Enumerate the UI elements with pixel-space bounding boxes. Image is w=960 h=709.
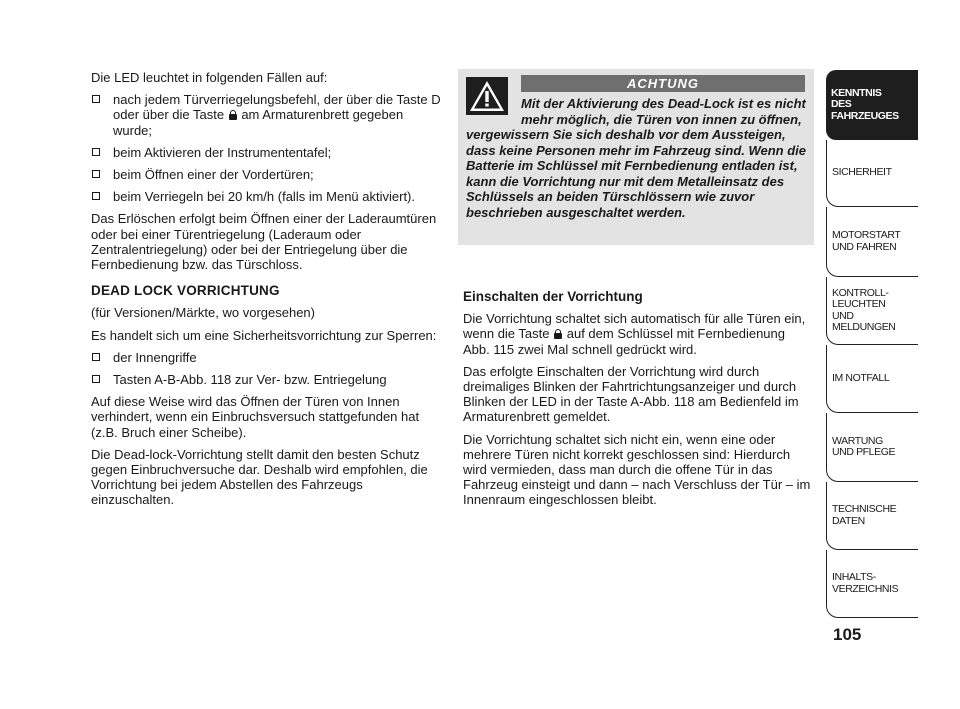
list-item: Tasten A-B-Abb. 118 zur Ver- bzw. Entriegelung [91,372,445,387]
checkbox-bullet-icon [92,353,100,361]
list-item: beim Aktivieren der Instrumententafel; [91,145,445,160]
deadlock-effect-paragraph: Auf diese Weise wird das Öffnen der Türen von Innen verhindert, wenn ein Einbruchsversuch stattgefunden hat (z.B. Bruch einer Scheibe). [91,394,420,440]
led-intro: Die LED leuchtet in folgenden Fällen auf: [91,70,328,85]
tab-kontrollleuchten-und-meldungen[interactable]: KONTROLL- LEUCHTEN UND MELDUNGEN [826,277,918,345]
lock-icon [554,329,562,339]
subsection-heading: Einschalten der Vorrichtung [463,289,643,304]
led-conditions-list [91,92,445,204]
section-note: (für Versionen/Märkte, wo vorgesehen) [91,305,315,321]
right-column [463,289,813,515]
tab-im-notfall[interactable]: IM NOTFALL [826,345,918,413]
deadlock-recommendation-paragraph: Die Dead-lock-Vorrichtung stellt damit den besten Schutz gegen Einbruchversuche dar. Deshalb wird empfohlen, die Vorrichtung bei jedem Abstellen des Fahrzeugs einzuschalten. [91,446,428,508]
tab-motorstart-und-fahren[interactable]: MOTORSTART UND FAHREN [826,207,918,277]
tab-sicherheit[interactable]: SICHERHEIT [826,140,918,207]
tab-inhaltsverzeichnis[interactable]: INHALTS- VERZEICHNIS [826,550,918,618]
tab-kenntnis-des-fahrzeuges[interactable]: KENNTNIS DES FAHRZEUGES [826,70,918,140]
left-column [91,70,445,515]
checkbox-bullet-icon [92,170,100,178]
checkbox-bullet-icon [92,95,100,103]
list-item: der Innengriffe [91,350,445,365]
led-off-paragraph: Das Erlöschen erfolgt beim Öffnen einer der Laderaumtüren oder bei einer Türentriegelung (Laderaum oder Zentralentriegelung) oder bei der Entriegelung über die Fernbedienung bzw. das Türschloss. [91,211,437,273]
deadlock-list [91,350,445,387]
lock-icon [229,110,237,120]
tab-wartung-und-pflege[interactable]: WARTUNG UND PFLEGE [826,413,918,482]
list-item: beim Öffnen einer der Vordertüren; [91,167,445,182]
chapter-tabs [826,70,918,618]
checkbox-bullet-icon [92,148,100,156]
list-item: nach jedem Türverriegelungsbefehl, der über die Taste D oder über die Taste am Armaturenbrett gegeben wurde; [91,92,445,138]
activation-paragraph: Die Vorrichtung schaltet sich automatisch für alle Türen ein, wenn die Taste auf dem Schlüssel mit Fernbedienung Abb. 115 zwei Mal schnell gedrückt wird. [463,311,806,357]
activation-exception-paragraph: Die Vorrichtung schaltet sich nicht ein, wenn eine oder mehrere Türen nicht korrekt geschlossen sind: Hierdurch wird vermieden, dass man durch die offene Tür in das Fahrzeug einsteigt und dann – nach Verschluss der Tür – im Innenraum eingeschlossen bleibt. [463,431,811,508]
tab-technische-daten[interactable]: TECHNISCHE DATEN [826,482,918,550]
deadlock-description: Es handelt sich um eine Sicherheitsvorrichtung zur Sperren: [91,327,437,343]
page-number: 105 [833,625,862,644]
list-item: beim Verriegeln bei 20 km/h (falls im Menü aktiviert). [91,189,445,204]
activation-feedback-paragraph: Das erfolgte Einschalten der Vorrichtung wird durch dreimaliges Blinken der Fahrtrichtungsanzeiger und durch Blinken der LED in der Taste A-Abb. 118 am Bedienfeld im Armaturenbrett gemeldet. [463,363,799,425]
checkbox-bullet-icon [92,375,100,383]
warning-title: ACHTUNG [521,75,805,92]
warning-box [458,69,814,245]
section-heading: DEAD LOCK VORRICHTUNG [91,283,280,299]
checkbox-bullet-icon [92,192,100,200]
warning-text: Mit der Aktivierung des Dead-Lock ist es nicht mehr möglich, die Türen von innen zu öffnen, vergewissern Sie sich deshalb vor dem Aussteigen, dass keine Personen mehr im Fahrzeug sind. Wenn die Batterie im Schlüssel mit Fernbedienung entladen ist, kann die Vorrichtung nur mit dem Metalleinsatz des Schlüssels an beiden Türschlössern wie zuvor beschrieben ausgeschaltet werden. [466,96,807,220]
